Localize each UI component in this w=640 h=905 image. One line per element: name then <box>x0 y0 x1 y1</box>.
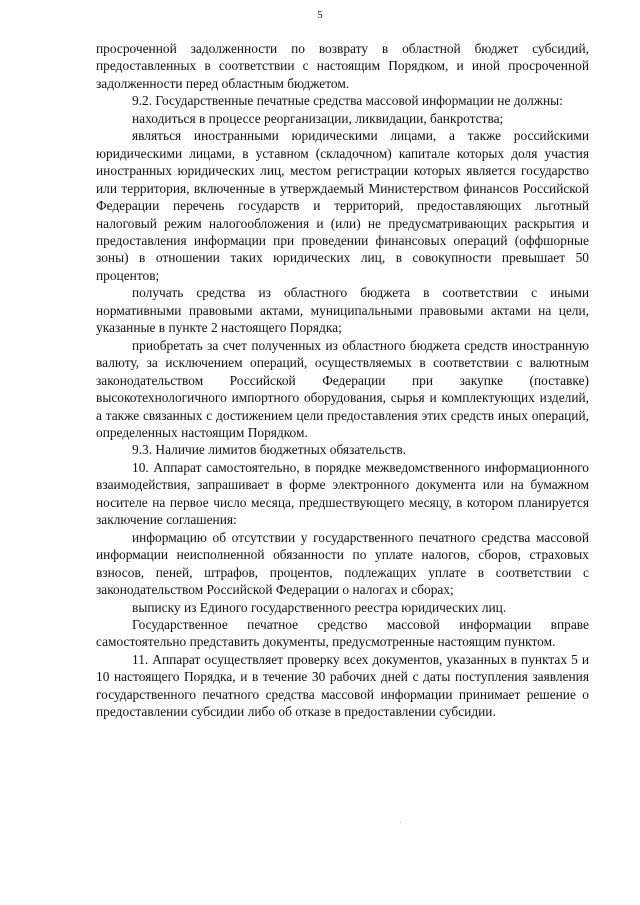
paragraph-1: просроченной задолженности по возврату в областной бюджет субсидий, предоставленных в соответствии с настоящим Порядком, и иной просроченной задолженности перед областным бюджетом. <box>96 41 589 91</box>
paragraph-10: выписку из Единого государственного реестра юридических лиц. <box>132 599 507 615</box>
scan-speck <box>400 822 401 823</box>
paragraph-3: находиться в процессе реорганизации, ликвидации, банкротства; <box>132 110 504 126</box>
paragraph-6: приобретать за счет полученных из областного бюджета средств иностранную валюту, за исключением операций, осуществляемых в соответствии с валютным законодательством Российской Федерации при закупке (поставке) высокотехнологичного импортного оборудования, сырья и комплектующих изделий, а также связанных с достижением цели предоставления этих средств иных операций, определенных настоящим Порядком. <box>96 337 589 440</box>
paragraph-8: 10. Аппарат самостоятельно, в порядке межведомственного информационного взаимодействия, запрашивает в форме электронного документа или на бумажном носителе на первое число месяца, предшествующего месяцу, в котором планируется заключение соглашения: <box>96 459 589 528</box>
paragraph-7: 9.3. Наличие лимитов бюджетных обязательств. <box>132 442 407 458</box>
paragraph-11: Государственное печатное средство массовой информации вправе самостоятельно представить документы, предусмотренные настоящим пунктом. <box>96 616 589 650</box>
paragraph-4: являться иностранными юридическими лицами, а также российскими юридическими лицами, в уставном (складочном) капитале которых доля участия иностранных юридических лиц, местом регистрации которых является государство или территория, включенные в утверждаемый Министерством финансов Российской Федерации перечень государств и территорий, предоставляющих льготный налоговый режим налогообложения и (или) не предусматривающих раскрытия и предоставления информации при проведении финансовых операций (оффшорные зоны) в отношении таких юридических лиц, в совокупности превышает 50 процентов; <box>96 128 589 283</box>
paragraph-2: 9.2. Государственные печатные средства массовой информации не должны: <box>132 93 563 109</box>
paragraph-12: 11. Аппарат осуществляет проверку всех документов, указанных в пунктах 5 и 10 настоящего Порядка, и в течение 30 рабочих дней с даты поступления заявления государственного печатного средства массовой информации принимает решение о предоставлении субсидии либо об отказе в предоставлении субсидии. <box>96 651 589 720</box>
paragraph-5: получать средства из областного бюджета в соответствии с иными нормативными правовыми актами, муниципальными правовыми актами на цели, указанные в пункте 2 настоящего Порядка; <box>96 285 589 336</box>
page-number: 5 <box>317 9 323 21</box>
paragraph-9: информацию об отсутствии у государственного печатного средства массовой информации неисполненной обязанности по уплате налогов, сборов, страховых взносов, пеней, штрафов, процентов, подлежащих уплате в соответствии с законодательством Российской Федерации о налогах и сборах; <box>96 529 589 598</box>
document-body <box>96 40 589 721</box>
